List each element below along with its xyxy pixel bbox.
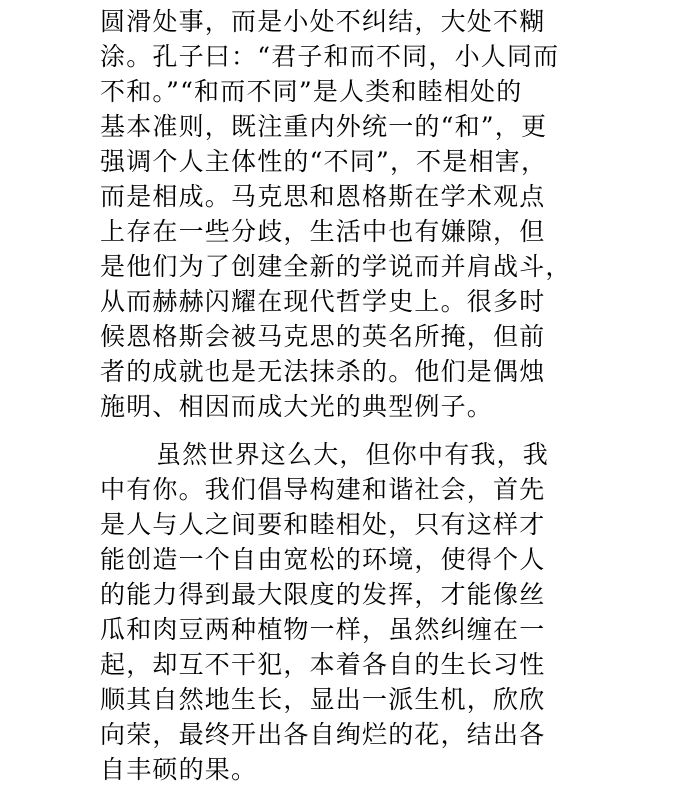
text-line: 涂。孔子曰：“君子和而不同，小人同而 — [100, 42, 560, 71]
text-line: 是他们为了创建全新的学说而并肩战斗， — [100, 252, 572, 281]
text-line: 而是相成。马克思和恩格斯在学术观点 — [100, 182, 546, 211]
text-line: 强调个人主体性的“不同”，不是相害， — [100, 147, 548, 176]
text-line: 不和。”“和而不同”是人类和睦相处的 — [100, 77, 523, 106]
text-line: 上存在一些分歧，生活中也有嫌隙，但 — [100, 217, 546, 246]
text-line: 者的成就也是无法抹杀的。他们是偶烛 — [100, 357, 546, 386]
text-line: 顺其自然地生长，显出一派生机，欣欣 — [100, 685, 546, 714]
text-line: 虽然世界这么大，但你中有我，我 — [156, 440, 550, 469]
text-line: 自丰硕的果。 — [100, 755, 258, 784]
text-line: 基本准则，既注重内外统一的“和”，更 — [100, 112, 548, 141]
text-line: 是人与人之间要和睦相处，只有这样才 — [100, 510, 546, 539]
text-line: 瓜和肉豆两种植物一样，虽然纠缠在一 — [100, 615, 546, 644]
text-line: 从而赫赫闪耀在现代哲学史上。很多时 — [100, 287, 546, 316]
text-line: 起，却互不干犯，本着各自的生长习性 — [100, 650, 546, 679]
text-line: 能创造一个自由宽松的环境，使得个人 — [100, 545, 546, 574]
document-page — [100, 0, 590, 800]
text-line: 中有你。我们倡导构建和谐社会，首先 — [100, 475, 546, 504]
text-line: 施明、相因而成大光的典型例子。 — [100, 392, 494, 421]
text-line: 候恩格斯会被马克思的英名所掩，但前 — [100, 322, 546, 351]
text-line: 向荣，最终开出各自绚烂的花，结出各 — [100, 720, 546, 749]
text-line: 的能力得到最大限度的发挥，才能像丝 — [100, 580, 546, 609]
text-line: 圆滑处事，而是小处不纠结，大处不糊 — [100, 7, 546, 36]
